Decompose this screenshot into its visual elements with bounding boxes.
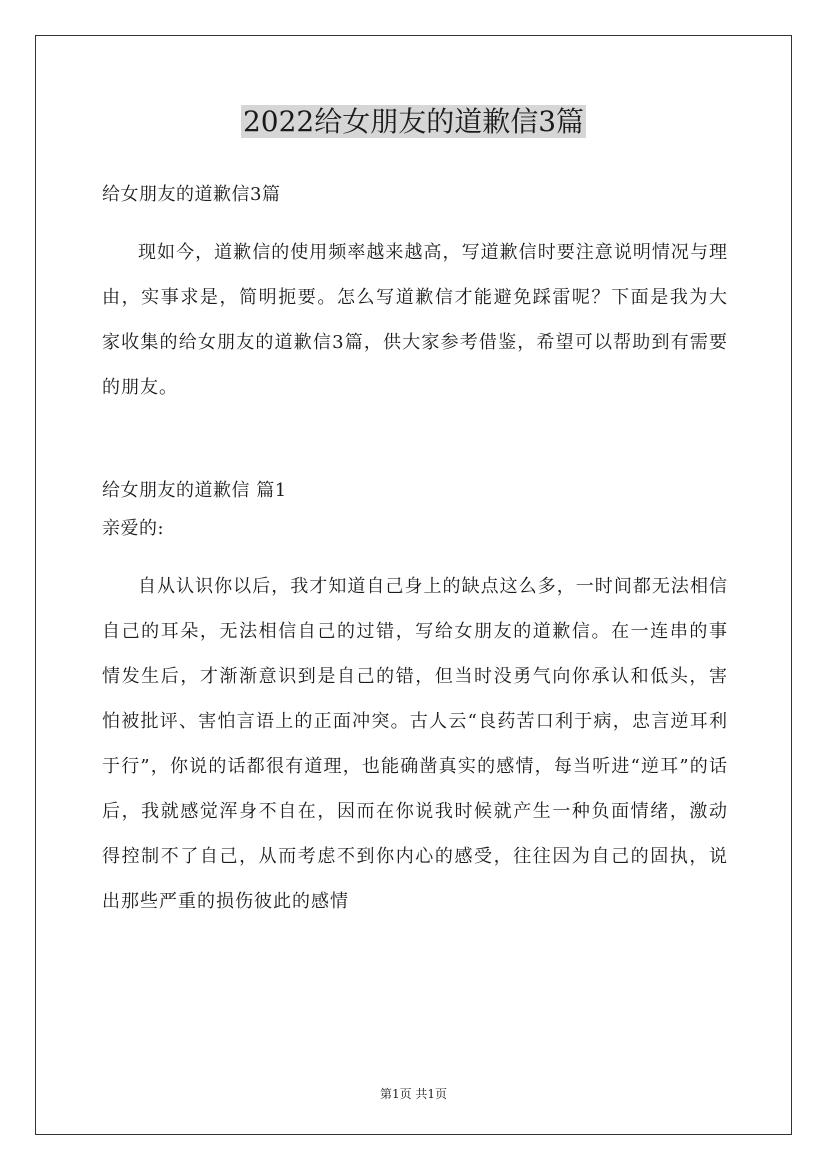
intro-paragraph: 现如今，道歉信的使用频率越来越高，写道歉信时要注意说明情况与理由，实事求是，简明扼要。怎么写道歉信才能避免踩雷呢？下面是我为大家收集的给女朋友的道歉信3篇，供大家参考借鉴，希望可以帮助到有需要的朋友。	[102, 242, 728, 398]
section-heading: 给女朋友的道歉信 篇1	[102, 480, 287, 501]
document-title	[0, 102, 827, 142]
document-body	[102, 176, 728, 924]
body-paragraph: 自从认识你以后，我才知道自己身上的缺点这么多，一时间都无法相信自己的耳朵，无法相信自己的过错，写给女朋友的道歉信。在一连串的事情发生后，才渐渐意识到是自己的错，但当时没勇气向你承认和低头，害怕被批评、害怕言语上的正面冲突。古人云“良药苦口利于病，忠言逆耳利于行”，你说的话都很有道理，也能确凿真实的感情，每当听进“逆耳”的话后，我就感觉浑身不自在，因而在你说我时候就产生一种负面情绪，激动得控制不了自己，从而考虑不到你内心的感受，往往因为自己的固执，说出那些严重的损伤彼此的感情	[102, 576, 728, 912]
salutation: 亲爱的:	[102, 518, 165, 539]
spacer	[102, 410, 728, 472]
page-footer: 第1页 共1页	[379, 1087, 448, 1101]
document-title-text: 2022给女朋友的道歉信3篇	[242, 105, 585, 138]
spacer	[102, 214, 728, 230]
subtitle: 给女朋友的道歉信3篇	[102, 184, 281, 205]
spacer	[102, 548, 728, 564]
